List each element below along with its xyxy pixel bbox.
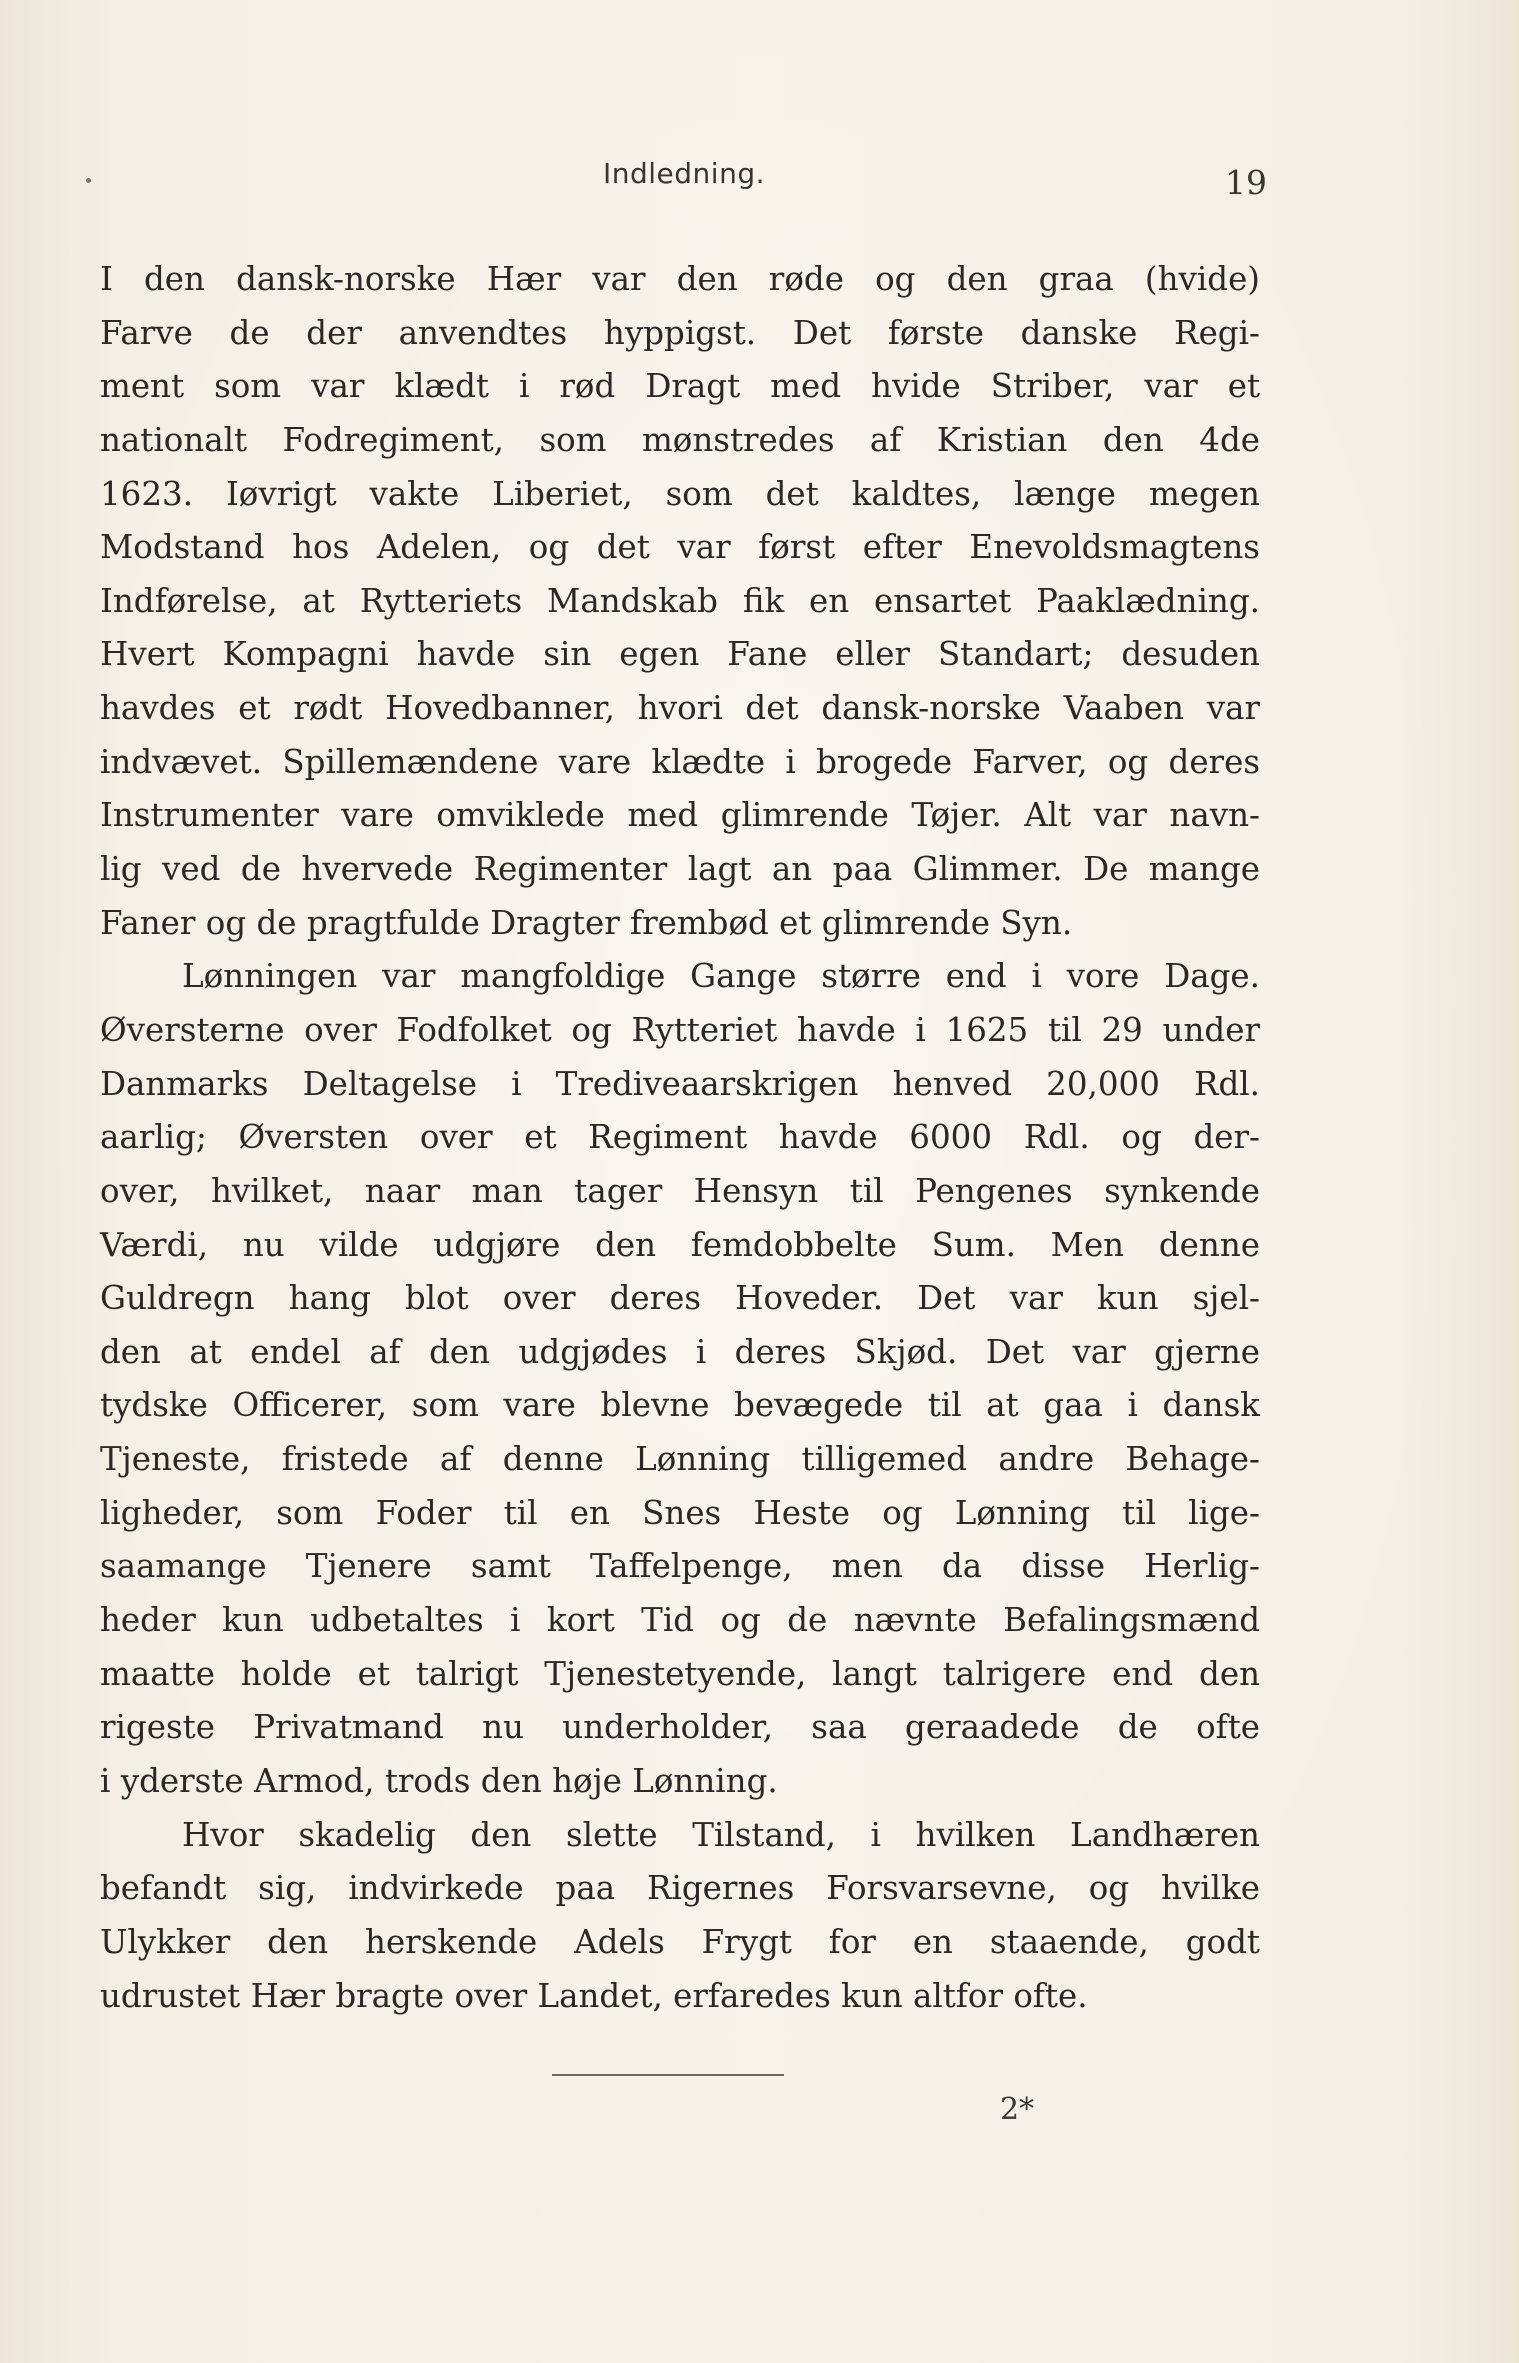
body-text	[100, 253, 1260, 2023]
text-line: rigeste Privatmand nu underholder, saa geraadede de ofte	[100, 1708, 1260, 1747]
text-line: Guldregn hang blot over deres Hoveder. Det var kun sjel-	[100, 1279, 1260, 1318]
text-line: I den dansk-norske Hær var den røde og den graa (hvide)	[100, 260, 1260, 298]
text-line: tydske Officerer, som vare blevne bevægede til at gaa i dansk	[100, 1386, 1260, 1425]
text-line: maatte holde et talrigt Tjenestetyende, langt talrigere end den	[100, 1654, 1260, 1693]
text-line: over, hvilket, naar man tager Hensyn til Pengenes synkende	[100, 1171, 1260, 1210]
text-line: den at endel af den udgjødes i deres Skjød. Det var gjerne	[100, 1332, 1260, 1371]
text-line: havdes et rødt Hovedbanner, hvori det dansk-norske Vaaben var	[100, 689, 1260, 728]
text-line: Danmarks Deltagelse i Trediveaarskrigen henved 20,000 Rdl.	[100, 1064, 1260, 1103]
text-line: lig ved de hvervede Regimenter lagt an paa Glimmer. De mange	[100, 850, 1260, 889]
text-line: indvævet. Spillemændene vare klædte i brogede Farver, og deres	[100, 742, 1260, 781]
text-line: 1623. Iøvrigt vakte Liberiet, som det kaldtes, længe megen	[100, 474, 1260, 513]
text-line: nationalt Fodregiment, som mønstredes af Kristian den 4de	[100, 420, 1260, 459]
text-line: Øversterne over Fodfolket og Rytteriet havde i 1625 til 29 under	[100, 1010, 1260, 1049]
margin-mark	[86, 178, 91, 183]
text-line: saamange Tjenere samt Taffelpenge, men da disse Herlig-	[100, 1547, 1260, 1586]
text-line: Faner og de pragtfulde Dragter frembød et glimrende Syn.	[100, 903, 1073, 942]
text-line: Hvor skadelig den slette Tilstand, i hvilken Landhæren	[182, 1815, 1260, 1854]
text-line: Farve de der anvendtes hyppigst. Det første danske Regi-	[100, 313, 1260, 352]
text-line: heder kun udbetaltes i kort Tid og de nævnte Befalingsmænd	[100, 1601, 1260, 1640]
text-line: Værdi, nu vilde udgjøre den femdobbelte Sum. Men denne	[100, 1225, 1260, 1264]
text-line: Tjeneste, fristede af denne Lønning tilligemed andre Behage-	[100, 1440, 1260, 1479]
text-line: ligheder, som Foder til en Snes Heste og Lønning til lige-	[100, 1493, 1260, 1532]
signature-mark: 2*	[1000, 2092, 1035, 2127]
running-header: Indledning.	[603, 157, 766, 190]
text-line: Ulykker den herskende Adels Frygt for en staaende, godt	[100, 1922, 1260, 1961]
text-line: Indførelse, at Rytteriets Mandskab fik en ensartet Paaklædning.	[100, 581, 1260, 620]
page-number: 19	[1225, 163, 1267, 202]
text-line: Modstand hos Adelen, og det var først efter Enevoldsmagtens	[100, 528, 1260, 567]
text-line: befandt sig, indvirkede paa Rigernes Forsvarsevne, og hvilke	[100, 1869, 1260, 1908]
text-line: Instrumenter vare omviklede med glimrende Tøjer. Alt var navn-	[100, 796, 1260, 835]
text-line: Hvert Kompagni havde sin egen Fane eller Standart; desuden	[100, 635, 1260, 674]
text-line: i yderste Armod, trods den høje Lønning.	[100, 1761, 778, 1800]
footer-rule	[552, 2074, 784, 2076]
text-line: ment som var klædt i rød Dragt med hvide Striber, var et	[100, 367, 1260, 406]
text-line: udrustet Hær bragte over Landet, erfaredes kun altfor ofte.	[100, 1976, 1088, 2015]
text-line: aarlig; Øversten over et Regiment havde 6000 Rdl. og der-	[100, 1118, 1260, 1157]
text-line: Lønningen var mangfoldige Gange større end i vore Dage.	[182, 957, 1260, 996]
